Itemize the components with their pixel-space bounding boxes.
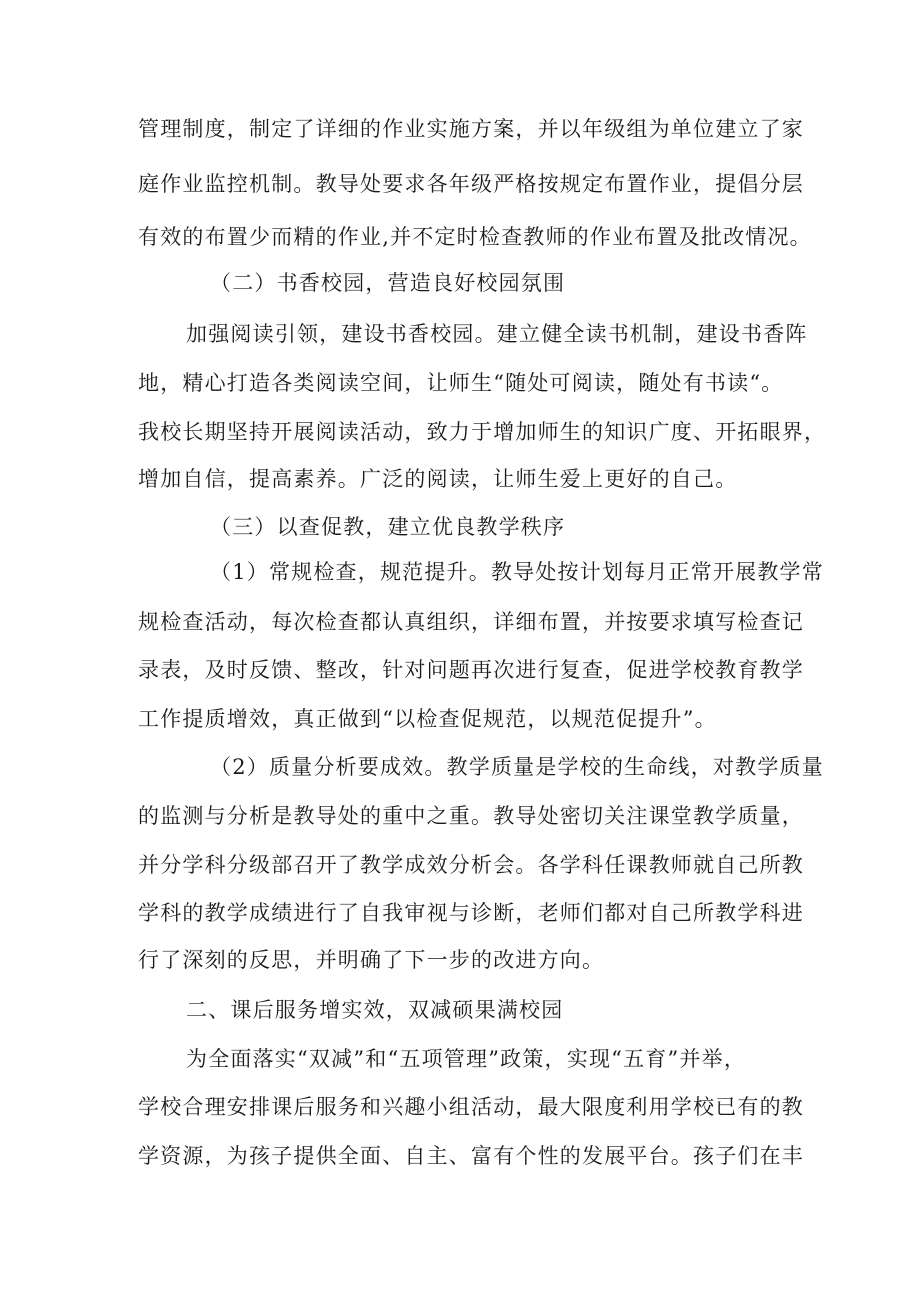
- paragraph-line: 规检查活动，每次检查都认真组织，详细布置，并按要求填写检查记: [138, 610, 804, 634]
- paragraph-line: 管理制度，制定了详细的作业实施方案，并以年级组为单位建立了家: [138, 117, 804, 141]
- paragraph-line: 增加自信，提高素养。广泛的阅读，让师生爱上更好的自己。: [138, 467, 738, 491]
- section-heading: 二、课后服务增实效，双减硕果满校园: [186, 998, 564, 1022]
- paragraph-line: 我校长期坚持开展阅读活动，致力于增加师生的知识广度、开拓眼界，: [138, 420, 827, 444]
- paragraph-line: 有效的布置少而精的作业,并不定时检查教师的作业布置及批改情况。: [138, 225, 812, 249]
- paragraph-line: 学校合理安排课后服务和兴趣小组活动，最大限度利用学校已有的教: [138, 1095, 804, 1119]
- paragraph-line: 的监测与分析是教导处的重中之重。教导处密切关注课堂教学质量，: [138, 804, 804, 828]
- section-heading: （三）以查促教，建立优良教学秩序: [210, 515, 566, 539]
- paragraph-line: 学科的教学成绩进行了自我审视与诊断，老师们都对自己所教学科进: [138, 901, 804, 925]
- paragraph-line: 为全面落实“双减”和“五项管理”政策，实现“五育”并举，: [186, 1047, 747, 1071]
- paragraph-line: 录表，及时反馈、整改，针对问题再次进行复查，促进学校教育教学: [138, 658, 804, 682]
- paragraph-line: 学资源，为孩子提供全面、自主、富有个性的发展平台。孩子们在丰: [138, 1144, 804, 1168]
- paragraph-line: 庭作业监控机制。教导处要求各年级严格按规定布置作业，提倡分层: [138, 172, 804, 196]
- section-heading: （二）书香校园，营造良好校园氛围: [210, 271, 566, 295]
- paragraph-line: （2）质量分析要成效。教学质量是学校的生命线，对教学质量: [210, 755, 824, 779]
- paragraph-line: 行了深刻的反思，并明确了下一步的改进方向。: [138, 948, 605, 972]
- paragraph-line: 并分学科分级部召开了教学成效分析会。各学科任课教师就自己所教: [138, 853, 804, 877]
- paragraph-line: （1）常规检查，规范提升。教导处按计划每月正常开展教学常: [210, 560, 824, 584]
- paragraph-line: 加强阅读引领，建设书香校园。建立健全读书机制，建设书香阵: [186, 322, 808, 346]
- paragraph-line: 地，精心打造各类阅读空间，让师生“随处可阅读，随处有书读“。: [138, 371, 784, 395]
- paragraph-line: 工作提质增效，真正做到“以检查促规范，以规范促提升”。: [138, 707, 717, 731]
